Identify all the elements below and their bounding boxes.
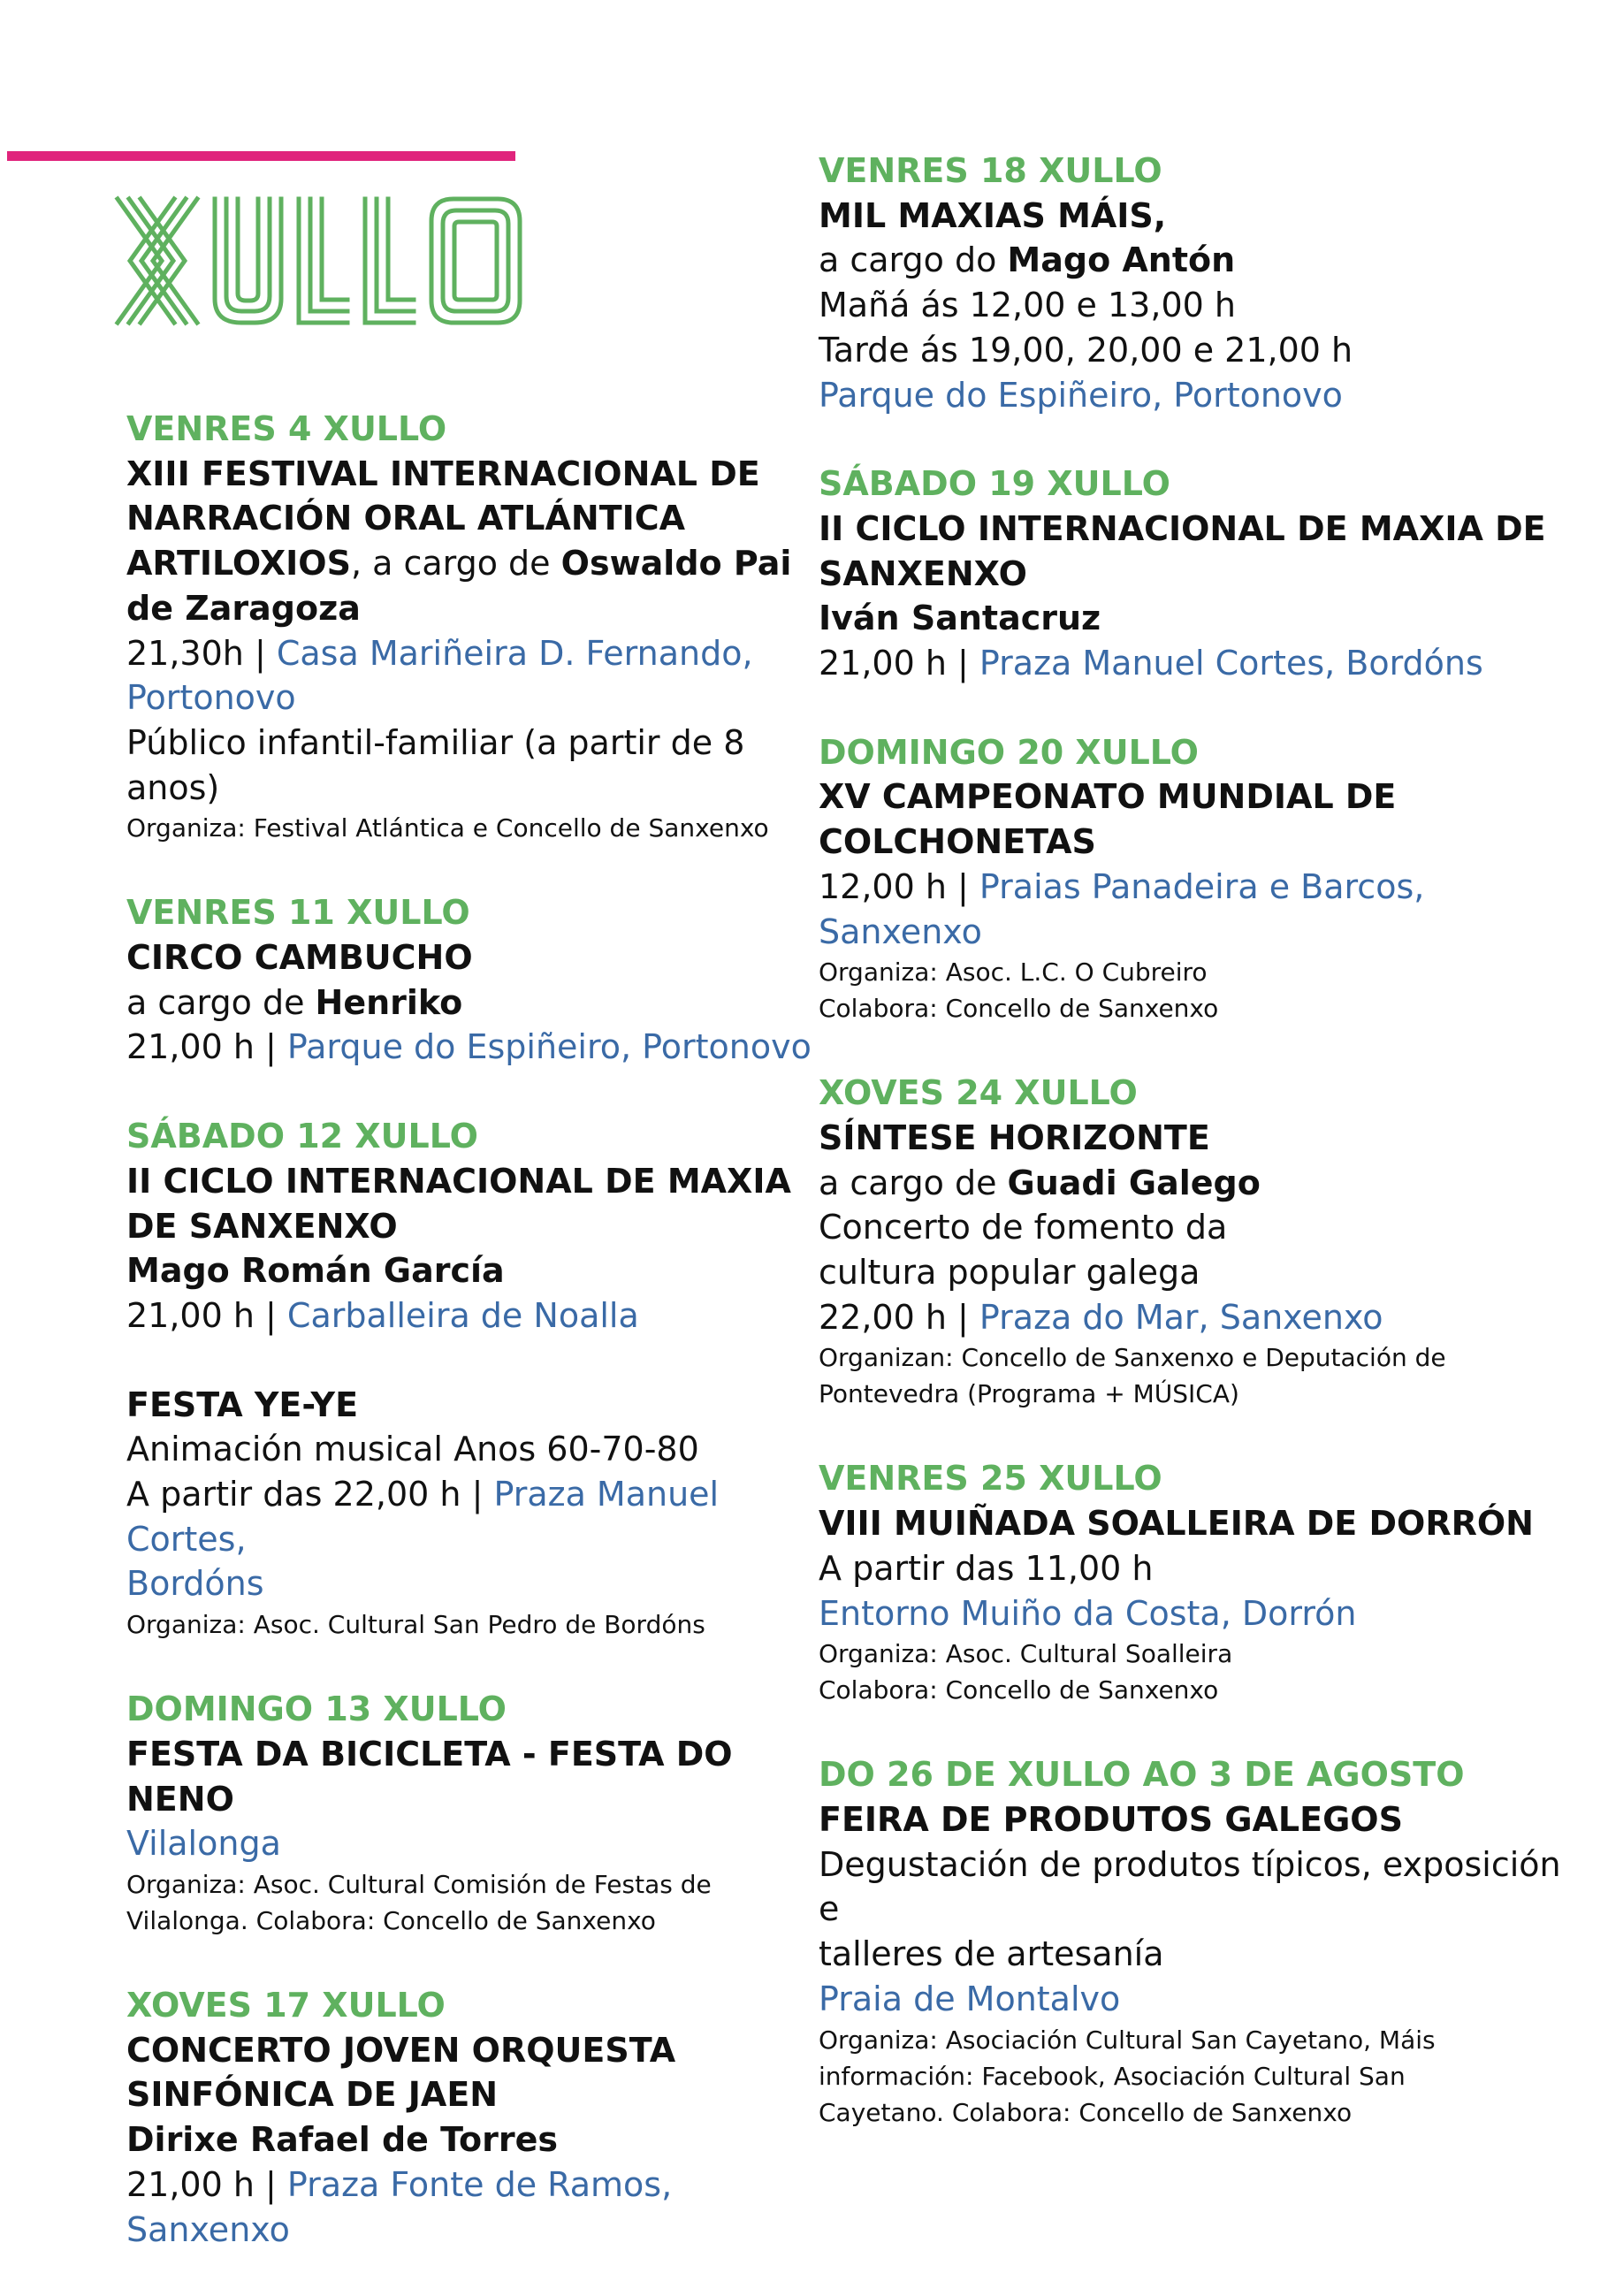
event-time: 21,30h (126, 633, 244, 673)
event-date: SÁBADO 12 XULLO (126, 1117, 478, 1156)
event-title: FESTA DA BICICLETA - FESTA DO NENO (126, 1734, 733, 1819)
event-time: Mañá ás 12,00 e 13,00 h (819, 286, 1236, 325)
separator: | (946, 644, 979, 683)
event-audience: Público infantil-familiar (a partir de 8 anos) (126, 722, 745, 807)
event-description: Concerto de fomento da (819, 1208, 1228, 1247)
letter-o (431, 199, 520, 323)
month-title (113, 195, 529, 327)
event-time: 12,00 h (819, 866, 947, 906)
event-date: DOMINGO 13 XULLO (126, 1690, 507, 1729)
event-date: VENRES 4 XULLO (126, 409, 447, 448)
event-time: A partir das 22,00 h (126, 1475, 461, 1514)
performer-name: Henriko (315, 982, 463, 1022)
left-column (126, 407, 816, 2296)
letter-l2 (365, 199, 414, 323)
separator: | (946, 1297, 979, 1337)
letter-x (118, 199, 197, 323)
by-prefix: a cargo de (126, 982, 316, 1022)
event-time: Tarde ás 19,00, 20,00 e 21,00 h (819, 330, 1353, 370)
accent-rule (7, 151, 515, 161)
event-date: DO 26 DE XULLO AO 3 DE AGOSTO (819, 1755, 1465, 1795)
event-organizer: Colabora: Concello de Sanxenxo (819, 1675, 1219, 1705)
event-time: 21,00 h (126, 2164, 255, 2204)
event-title-line: XV CAMPEONATO MUNDIAL DE (819, 777, 1397, 817)
event-description: Degustación de produtos típicos, exposición e (819, 1844, 1561, 1929)
event-domingo-13 (126, 1687, 816, 1939)
event-venres-4 (126, 407, 816, 846)
event-xoves-17 (126, 1983, 816, 2252)
event-date: VENRES 11 XULLO (126, 893, 470, 933)
separator: | (254, 1295, 287, 1335)
event-organizer: Cayetano. Colabora: Concello de Sanxenxo (819, 2097, 1353, 2127)
event-title-line: SANXENXO (819, 553, 1027, 593)
event-date: VENRES 25 XULLO (819, 1459, 1162, 1499)
by-prefix: a cargo de (819, 1163, 1008, 1202)
event-time: 21,00 h (126, 1295, 255, 1335)
event-location: Bordóns (126, 1564, 264, 1604)
event-location: Sanxenxo (819, 912, 982, 951)
event-organizer: Organiza: Asoc. Cultural Comisión de Festas de (126, 1869, 712, 1899)
event-organizer: Organiza: Asoc. Cultural San Pedro de Bordóns (126, 1610, 705, 1640)
letter-u (215, 199, 281, 323)
separator: | (243, 633, 277, 673)
event-domingo-20 (819, 730, 1588, 1027)
letter-l1 (299, 199, 347, 323)
performer-name: Mago Antón (1007, 240, 1236, 280)
event-title: MIL MAXIAS MÁIS, (819, 195, 1167, 235)
event-festa-ye-ye (126, 1383, 816, 1644)
event-location: Vilalonga (126, 1824, 281, 1864)
event-sabado-19 (819, 461, 1588, 686)
event-title-line: DE SANXENXO (126, 1206, 398, 1246)
event-organizer: información: Facebook, Asociación Cultural San (819, 2061, 1406, 2091)
event-location: Portonovo (126, 678, 296, 718)
event-title: VIII MUIÑADA SOALLEIRA DE DORRÓN (819, 1504, 1534, 1544)
event-xoves-24 (819, 1071, 1588, 1412)
event-location: Parque do Espiñeiro, Portonovo (819, 375, 1343, 415)
event-location: Praza do Mar, Sanxenxo (979, 1297, 1383, 1337)
event-location: Praias Panadeira e Barcos, (979, 866, 1425, 906)
event-time: 22,00 h (819, 1297, 947, 1337)
event-location: Parque do Espiñeiro, Portonovo (286, 1027, 812, 1067)
event-location: Carballeira de Noalla (286, 1295, 639, 1335)
event-location: Praia de Montalvo (819, 1979, 1121, 2018)
event-venres-11 (126, 890, 816, 1070)
event-description: cultura popular galega (819, 1253, 1200, 1293)
event-title-line: NARRACIÓN ORAL ATLÁNTICA (126, 499, 686, 538)
event-date: XOVES 24 XULLO (819, 1073, 1138, 1113)
event-organizer: Vilalonga. Colabora: Concello de Sanxenxo (126, 1905, 656, 1935)
event-title-line: II CICLO INTERNACIONAL DE MAXIA (126, 1161, 791, 1201)
separator: | (254, 1027, 287, 1067)
separator: | (461, 1475, 494, 1514)
event-organizer: Organiza: Asoc. L.C. O Cubreiro (819, 957, 1208, 988)
by-prefix: a cargo do (819, 240, 1008, 280)
event-organizer: Organiza: Festival Atlántica e Concello de Sanxenxo (126, 813, 769, 843)
performer-name: de Zaragoza (126, 588, 361, 628)
right-column (819, 149, 1588, 2175)
separator: | (946, 866, 979, 906)
event-date: XOVES 17 XULLO (126, 1985, 446, 2025)
event-organizer: Organizan: Concello de Sanxenxo e Deputación de (819, 1343, 1446, 1373)
separator: | (254, 2164, 287, 2204)
event-date: SÁBADO 19 XULLO (819, 464, 1170, 504)
event-date: VENRES 18 XULLO (819, 151, 1162, 190)
event-organizer: Colabora: Concello de Sanxenxo (819, 994, 1219, 1024)
event-description: talleres de artesanía (819, 1934, 1164, 1974)
event-title: FEIRA DE PRODUTOS GALEGOS (819, 1799, 1403, 1839)
event-title: CIRCO CAMBUCHO (126, 938, 473, 978)
event-title-artiloxios: ARTILOXIOS (126, 544, 351, 584)
event-organizer: Organiza: Asociación Cultural San Cayetano, Máis (819, 2025, 1436, 2055)
event-sabado-12 (126, 1114, 816, 1339)
event-location: Praza Manuel Cortes, (126, 1475, 720, 1559)
event-location: Praza Fonte de Ramos, Sanxenxo (126, 2164, 673, 2249)
event-title-line: II CICLO INTERNACIONAL DE MAXIA DE (819, 508, 1546, 548)
performer-name: Iván Santacruz (819, 599, 1101, 638)
event-venres-18 (819, 149, 1588, 417)
performer-name: Mago Román García (126, 1251, 505, 1291)
event-feira-produtos (819, 1752, 1588, 2130)
event-title: SÍNTESE HORIZONTE (819, 1117, 1210, 1157)
by-prefix: , a cargo de (350, 544, 561, 584)
performer-name: Guadi Galego (1007, 1163, 1261, 1202)
event-time: 21,00 h (819, 644, 947, 683)
event-location: Praza Manuel Cortes, Bordóns (979, 644, 1483, 683)
event-organizer: Organiza: Asoc. Cultural Soalleira (819, 1639, 1233, 1669)
performer-name: Dirixe Rafael de Torres (126, 2120, 559, 2160)
event-location: Entorno Muiño da Costa, Dorrón (819, 1593, 1357, 1633)
event-organizer: Pontevedra (Programa + MÚSICA) (819, 1379, 1239, 1409)
event-time: 21,00 h (126, 1027, 255, 1067)
event-time: A partir das 11,00 h (819, 1548, 1154, 1588)
event-location: Casa Mariñeira D. Fernando, (276, 633, 753, 673)
event-date: DOMINGO 20 XULLO (819, 732, 1199, 772)
event-title-line: CONCERTO JOVEN ORQUESTA (126, 2030, 676, 2070)
performer-name: Oswaldo Pai (560, 544, 792, 584)
event-title-line: XIII FESTIVAL INTERNACIONAL DE (126, 454, 760, 493)
event-title: FESTA YE-YE (126, 1384, 359, 1424)
event-title-line: COLCHONETAS (819, 822, 1096, 862)
event-title-line: SINFÓNICA DE JAEN (126, 2075, 499, 2115)
event-description: Animación musical Anos 60-70-80 (126, 1430, 699, 1469)
event-venres-25 (819, 1456, 1588, 1708)
